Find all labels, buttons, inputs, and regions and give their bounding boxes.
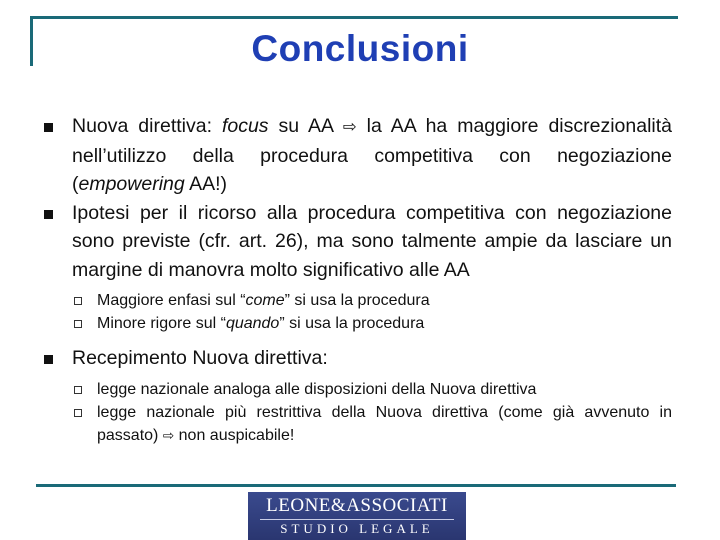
italic-text: focus — [221, 115, 269, 137]
logo-subtitle: STUDIO LEGALE — [260, 519, 454, 538]
square-bullet-icon — [44, 210, 53, 219]
slide-title: Conclusioni — [251, 28, 469, 69]
arrow-icon: ⇨ — [162, 427, 175, 443]
hollow-square-bullet-icon — [74, 320, 82, 328]
text-run: legge nazionale più restrittiva della Nuova direttiva (come già avvenuto in passato) — [97, 403, 672, 444]
text-run: la AA ha maggiore discrezionalità nell’utilizzo della procedura competitiva con negoziazione ( — [72, 115, 673, 195]
bullet-item — [44, 112, 672, 199]
square-bullet-icon — [44, 355, 53, 364]
text-run: Ipotesi per il ricorso alla procedura competitiva con negoziazione sono previste (cfr. art. 26), ma sono talmente ampie da lasciare un margine di manovra molto significativo alle AA — [72, 201, 672, 281]
text-run: ” si usa la procedura — [284, 292, 430, 309]
text-run: non auspicabile! — [174, 426, 295, 444]
italic-text: empowering — [78, 173, 185, 195]
italic-text: quando — [225, 315, 280, 332]
sub-bullet-list — [72, 378, 672, 447]
arrow-icon: ⇨ — [342, 117, 357, 136]
square-bullet-icon — [44, 123, 53, 132]
text-run: ” si usa la procedura — [279, 315, 425, 332]
text-run: Recepimento Nuova direttiva: — [72, 347, 328, 369]
bullet-item — [44, 344, 672, 373]
hollow-square-bullet-icon — [74, 386, 82, 394]
text-run: AA!) — [184, 173, 228, 195]
text-run: Minore rigore sul “ — [97, 315, 226, 332]
sub-bullet-item — [72, 401, 672, 447]
sub-bullet-item — [72, 312, 672, 335]
text-run: su AA — [268, 115, 343, 137]
italic-text: come — [245, 292, 285, 309]
top-frame-line — [30, 16, 678, 19]
bullet-item — [44, 199, 672, 285]
logo-name: LEONE&ASSOCIATI — [266, 495, 448, 516]
sub-bullet-item — [72, 378, 672, 401]
firm-logo — [248, 492, 466, 540]
bullet-list — [44, 112, 672, 456]
hollow-square-bullet-icon — [74, 409, 82, 417]
sub-bullet-list — [72, 289, 672, 335]
footer-line — [36, 484, 676, 487]
hollow-square-bullet-icon — [74, 297, 82, 305]
sub-bullet-item — [72, 289, 672, 312]
text-run: Nuova direttiva: — [72, 115, 222, 137]
text-run: Maggiore enfasi sul “ — [97, 292, 246, 309]
text-run: legge nazionale analoga alle disposizioni della Nuova direttiva — [97, 380, 537, 398]
